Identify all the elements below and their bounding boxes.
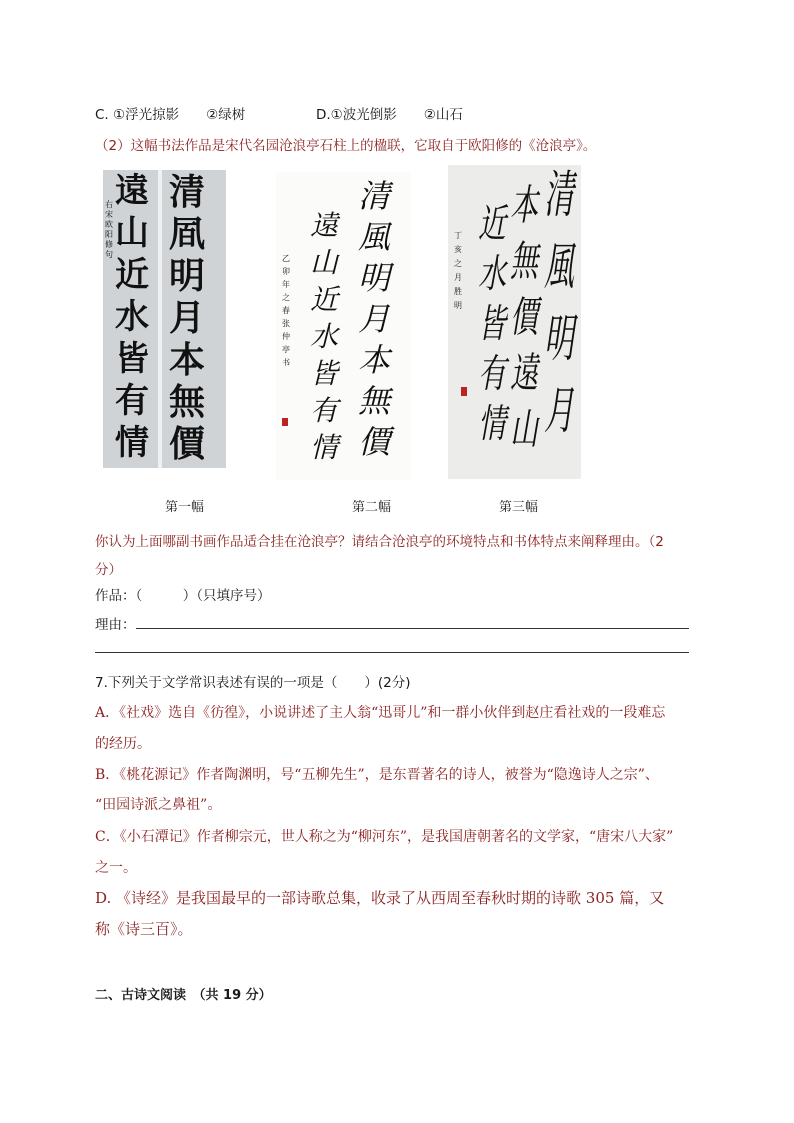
reason-answer-line-2[interactable] [95, 652, 689, 653]
fig2-right-column [358, 177, 402, 467]
reason-answer-line-1[interactable] [136, 628, 689, 629]
fig3-char: 無 [510, 236, 539, 286]
fig2-char: 皆 [310, 357, 339, 390]
fig1-char: 近 [115, 255, 149, 295]
fig1-char: 有 [115, 381, 149, 421]
fig3-char: 明 [544, 309, 574, 370]
fig2-inscription: 乙卯年之春 张仲亭书 [282, 254, 290, 367]
fig2-char: 遠 [310, 209, 339, 242]
option-7c-line-1: C．《小石潭记》作者柳宗元，世人称之为“柳河东”，是我国唐朝著名的文学家，“唐宋八大家” [95, 829, 674, 845]
fig3-char: 本 [510, 180, 539, 230]
section-2-heading: 二、古诗文阅读 （共 19 分） [95, 988, 272, 1003]
fig1-char: 價 [169, 423, 206, 465]
fig2-char: 風 [358, 218, 391, 256]
fig1-left-column [115, 171, 159, 468]
option-c: C. ①浮光掠影 ②绿树 [95, 107, 246, 123]
fig2-char: 清 [358, 177, 391, 215]
option-7d-line-1: D. 《诗经》是我国最早的一部诗歌总集，收录了从西周至春秋时期的诗歌 305 篇，又 [95, 889, 665, 907]
calligraphy-figure-3 [448, 165, 581, 479]
fig2-char: 本 [358, 341, 391, 379]
fig2-char: 月 [358, 300, 391, 338]
option-d: D.①波光倒影 ②山石 [316, 107, 463, 123]
fig1-char: 遠 [115, 171, 149, 211]
fig2-char: 價 [358, 423, 391, 461]
option-7b-line-2: “田园诗派之鼻祖”。 [95, 797, 222, 813]
fig2-char: 情 [310, 431, 339, 464]
fig3-char: 價 [510, 292, 539, 342]
option-7b-line-1: B．《桃花源记》作者陶渊明，号“五柳先生”，是东晋著名的诗人，被誉为“隐逸诗人之宗”、 [95, 767, 659, 783]
fig1-char: 水 [115, 297, 149, 337]
fig1-char: 本 [169, 339, 206, 381]
fig2-char: 無 [358, 382, 391, 420]
fig1-char: 無 [169, 381, 206, 423]
fig3-char: 水 [478, 250, 507, 297]
fig1-inscription: 右宋 欧阳修句 [105, 200, 113, 259]
caption-figure-3: 第三幅 [499, 500, 539, 515]
option-7d-line-2: 称《诗三百》。 [95, 920, 193, 938]
option-7c-line-2: 之一。 [95, 860, 137, 876]
fig1-right-column [169, 171, 221, 468]
seal-stamp [282, 418, 288, 426]
caption-figure-1: 第一幅 [165, 500, 205, 515]
fig3-char: 山 [510, 404, 539, 454]
fig3-right-column [544, 165, 578, 459]
fig1-char: 凮 [169, 213, 206, 255]
fig3-char: 風 [544, 237, 574, 298]
fig1-char: 清 [169, 171, 206, 213]
fig2-char: 有 [310, 394, 339, 427]
fig1-char: 山 [115, 213, 149, 253]
fig3-char: 遠 [510, 348, 539, 398]
option-7a-line-2: 的经历。 [95, 736, 151, 752]
fig1-char: 情 [115, 423, 149, 463]
option-7a-line-1: A．《社戏》选自《彷徨》，小说讲述了主人翁“迅哥儿”和一群小伙伴到赵庄看社戏的一段难忘 [95, 705, 666, 721]
fig3-char: 清 [544, 165, 574, 226]
reason-label: 理由： [95, 617, 136, 633]
fig3-char: 皆 [478, 300, 507, 347]
fig3-left-column [478, 200, 510, 455]
question-line-2: 分） [95, 562, 122, 578]
fig3-mid-column [510, 180, 542, 465]
fig3-char: 情 [478, 400, 507, 447]
seal-stamp [461, 387, 467, 396]
work-label: 作品：（ ）（只填序号） [95, 588, 271, 604]
fig1-char: 皆 [115, 339, 149, 379]
fig2-char: 山 [310, 246, 339, 279]
question-7: 7.下列关于文学常识表述有误的一项是（ ）(2分) [95, 675, 411, 691]
fig3-char: 近 [478, 200, 507, 247]
fig2-left-column [310, 209, 350, 471]
fig1-char: 月 [169, 297, 206, 339]
fig1-char: 明 [169, 255, 206, 297]
caption-figure-2: 第二幅 [352, 500, 392, 515]
fig3-inscription: 丁亥之月 胜明 [454, 231, 462, 310]
fig2-char: 水 [310, 320, 339, 353]
fig3-char: 月 [544, 381, 574, 442]
fig2-char: 明 [358, 259, 391, 297]
calligraphy-figure-1 [103, 170, 226, 468]
fig2-char: 近 [310, 283, 339, 316]
question-2-prompt: （2）这幅书法作品是宋代名园沧浪亭石柱上的楹联，它取自于欧阳修的《沧浪亭》。 [95, 138, 597, 154]
fig3-char: 有 [478, 350, 507, 397]
calligraphy-figure-2 [276, 172, 411, 480]
question-line-1: 你认为上面哪副书画作品适合挂在沧浪亭？请结合沧浪亭的环境特点和书体特点来阐释理由。（2 [95, 534, 664, 550]
